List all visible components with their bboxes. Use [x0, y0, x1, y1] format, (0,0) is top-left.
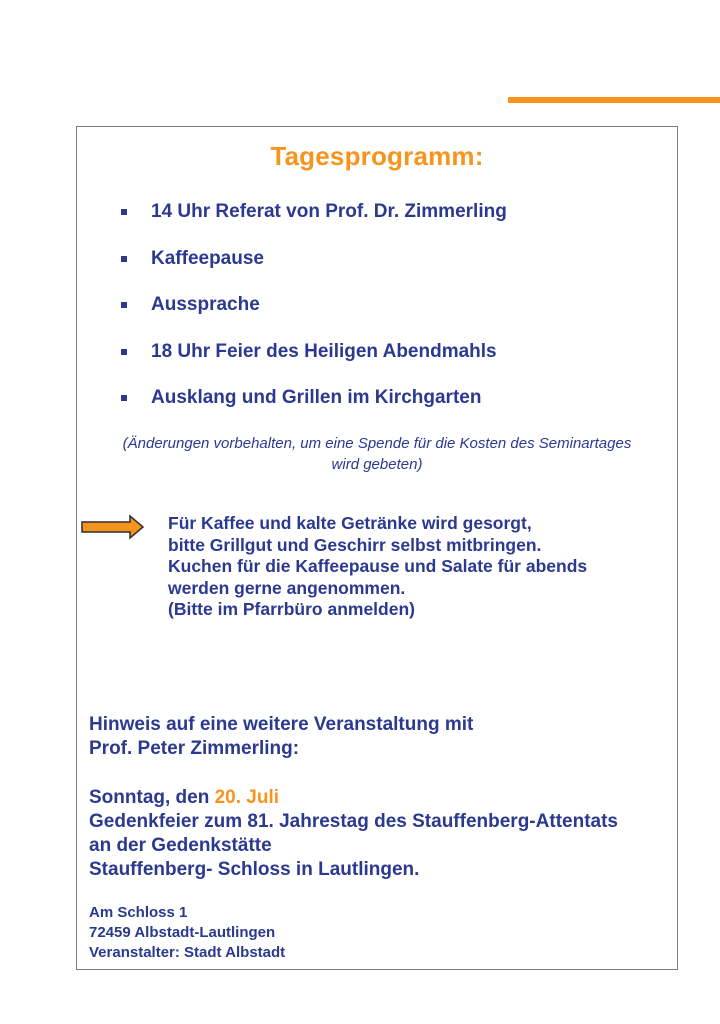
hint-line: Hinweis auf eine weitere Veranstaltung mit — [89, 714, 474, 735]
address-line: Am Schloss 1 — [89, 904, 188, 921]
event-line: Stauffenberg- Schloss in Lautlingen. — [89, 859, 420, 880]
event-date: 20. Juli — [214, 787, 280, 808]
program-item-text: Kaffeepause — [151, 247, 264, 269]
program-frame — [76, 126, 678, 970]
info-line: Kuchen für die Kaffeepause und Salate für abends — [168, 556, 588, 576]
event-line: an der Gedenkstätte — [89, 835, 272, 856]
right-arrow-icon — [81, 514, 145, 540]
list-item — [121, 387, 507, 434]
square-bullet-icon — [121, 395, 127, 401]
square-bullet-icon — [121, 256, 127, 262]
address-line: Veranstalter: Stadt Albstadt — [89, 944, 286, 961]
event-date-prefix: Sonntag, den — [89, 787, 215, 808]
square-bullet-icon — [121, 209, 127, 215]
orange-accent-bar — [508, 97, 720, 103]
event-address — [89, 903, 285, 963]
address-line: 72459 Albstadt-Lautlingen — [89, 924, 276, 941]
info-line: Für Kaffee und kalte Getränke wird gesorgt, — [168, 513, 532, 533]
page-title: Tagesprogramm: — [270, 141, 484, 171]
event-details — [89, 786, 618, 882]
program-item-text: Ausklang und Grillen im Kirchgarten — [151, 387, 482, 408]
square-bullet-icon — [121, 302, 127, 308]
square-bullet-icon — [121, 349, 127, 355]
hint-line: Prof. Peter Zimmerling: — [89, 737, 300, 759]
program-item-text: Aussprache — [151, 294, 260, 315]
list-item — [121, 248, 507, 295]
list-item — [121, 341, 507, 388]
list-item — [121, 201, 507, 248]
notice-text: (Änderungen vorbehalten, um eine Spende für die Kosten des Seminartages wird gebeten) — [122, 435, 632, 473]
catering-info — [168, 513, 587, 621]
program-item-text: 18 Uhr Feier des Heiligen Abendmahls — [151, 340, 497, 362]
info-line: werden gerne angenommen. — [168, 577, 406, 598]
info-line: bitte Grillgut und Geschirr selbst mitbringen. — [168, 534, 542, 555]
info-line: (Bitte im Pfarrbüro anmelden) — [168, 599, 415, 619]
event-line: Gedenkfeier zum 81. Jahrestag des Stauffenberg-Attentats — [89, 811, 618, 832]
event-date-line — [89, 786, 618, 810]
list-item — [121, 294, 507, 341]
program-list — [121, 201, 507, 434]
event-hint — [89, 713, 473, 760]
program-item-text: 14 Uhr Referat von Prof. Dr. Zimmerling — [151, 201, 507, 222]
